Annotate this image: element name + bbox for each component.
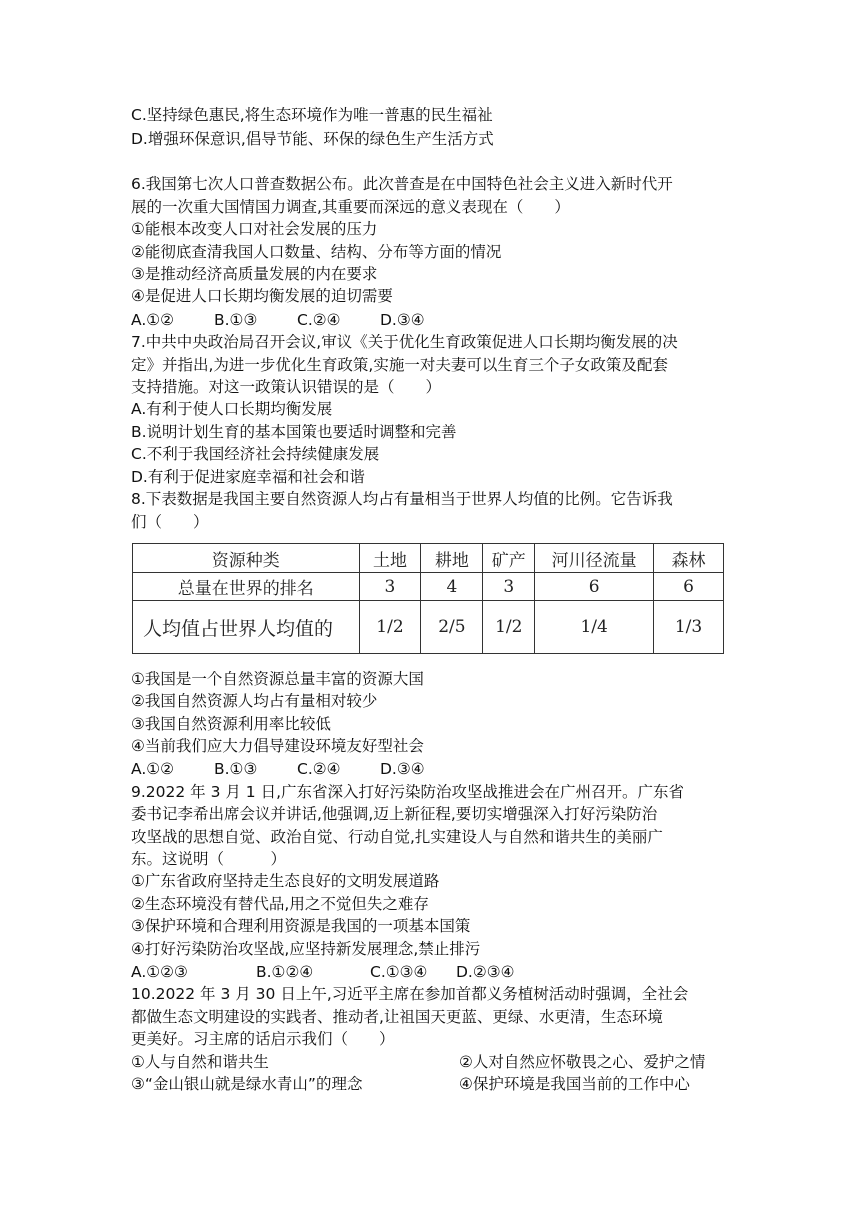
q7-stem-line-2: 定》并指出,为进一步优化生育政策,实施一对夫妻可以生育三个子女政策及配套 [131, 356, 668, 374]
table-cell: 1/2 [483, 601, 535, 654]
table-cell: 3 [483, 573, 535, 601]
q8-stem-line-1: 8.下表数据是我国主要自然资源人均占有量相当于世界人均值的比例。它告诉我 [131, 490, 673, 508]
q6-option-a[interactable]: A.①② [131, 311, 175, 329]
table-cell: 总量在世界的排名 [133, 573, 360, 601]
q7-option-d[interactable]: D.有利于促进家庭幸福和社会和谐 [131, 468, 365, 486]
resource-table [132, 543, 724, 654]
table-header-cell: 土地 [359, 544, 421, 573]
q6-stem-line-2: 展的一次重大国情国力调查,其重要而深远的意义表现在（ ） [131, 198, 570, 216]
q6-stem-line-1: 6.我国第七次人口普查数据公布。此次普查是在中国特色社会主义进入新时代开 [131, 175, 673, 193]
q7-option-a[interactable]: A.有利于使人口长期均衡发展 [131, 400, 333, 418]
q9-option-c[interactable]: C.①③④ [370, 963, 428, 981]
q8-statement-1: ①我国是一个自然资源总量丰富的资源大国 [131, 670, 424, 688]
table-header-cell: 矿产 [483, 544, 535, 573]
q10-stem-line-1: 10.2022 年 3 月 30 日上午,习近平主席在参加首都义务植树活动时强调，全社会 [131, 985, 689, 1003]
q8-statement-3: ③我国自然资源利用率比较低 [131, 715, 331, 733]
q9-statement-1: ①广东省政府坚持走生态良好的文明发展道路 [131, 872, 440, 890]
q9-option-a[interactable]: A.①②③ [131, 963, 188, 981]
q6-options [131, 309, 425, 331]
q6-option-c[interactable]: C.②④ [297, 311, 341, 329]
q9-options [131, 961, 515, 983]
q10-stem-line-3: 更美好。习主席的话启示我们（ ） [131, 1030, 395, 1048]
q10-statement-1: ①人与自然和谐共生 [131, 1053, 269, 1071]
q9-option-b[interactable]: B.①②④ [256, 963, 314, 981]
table-cell: 人均值占世界人均值的 [133, 601, 360, 654]
q8-option-c[interactable]: C.②④ [297, 760, 341, 778]
q7-stem-line-3: 支持措施。对这一政策认识错误的是（ ） [131, 378, 442, 396]
q7-stem-line-1: 7.中共中央政治局召开会议,审议《关于优化生育政策促进人口长期均衡发展的决 [131, 333, 678, 351]
q9-option-d[interactable]: D.②③④ [456, 963, 515, 981]
q8-stem-line-2: 们（ ） [131, 513, 209, 531]
q5-option-c: C.坚持绿色惠民,将生态环境作为唯一普惠的民生福祉 [131, 106, 493, 124]
q6-option-d[interactable]: D.③④ [380, 311, 425, 329]
q8-option-d[interactable]: D.③④ [380, 760, 425, 778]
q8-options [131, 758, 425, 780]
table-cell: 6 [654, 573, 724, 601]
table-header-cell: 森林 [654, 544, 724, 573]
table-cell: 2/5 [421, 601, 483, 654]
q8-statement-4: ④当前我们应大力倡导建设环境友好型社会 [131, 737, 424, 755]
table-row-rank [133, 573, 724, 601]
q8-statement-2: ②我国自然资源人均占有量相对较少 [131, 692, 378, 710]
table-cell: 4 [421, 573, 483, 601]
q9-stem-line-1: 9.2022 年 3 月 1 日,广东省深入打好污染防治攻坚战推进会在广州召开。广东省 [131, 783, 685, 801]
table-row-ratio [133, 601, 724, 654]
q10-stem-line-2: 都做生态文明建设的实践者、推动者,让祖国天更蓝、更绿、水更清，生态环境 [131, 1008, 663, 1026]
table-cell: 3 [359, 573, 421, 601]
q9-stem-line-3: 攻坚战的思想自觉、政治自觉、行动自觉,扎实建设人与自然和谐共生的美丽广 [131, 828, 663, 846]
q6-statement-4: ④是促进人口长期均衡发展的迫切需要 [131, 287, 393, 305]
q9-stem-line-2: 委书记李希出席会议并讲话,他强调,迈上新征程,要切实增强深入打好污染防治 [131, 805, 658, 823]
q7-option-c[interactable]: C.不利于我国经济社会持续健康发展 [131, 445, 380, 463]
q6-statement-1: ①能根本改变人口对社会发展的压力 [131, 220, 378, 238]
table-cell: 1/4 [535, 601, 654, 654]
table-header-cell: 河川径流量 [535, 544, 654, 573]
q5-option-d: D.增强环保意识,倡导节能、环保的绿色生产生活方式 [131, 130, 494, 148]
q9-statement-4: ④打好污染防治攻坚战,应坚持新发展理念,禁止排污 [131, 940, 481, 958]
q10-statement-4: ④保护环境是我国当前的工作中心 [459, 1075, 690, 1093]
table-cell: 6 [535, 573, 654, 601]
q9-stem-line-4: 东。这说明（ ） [131, 850, 287, 868]
table-cell: 1/3 [654, 601, 724, 654]
q6-statement-2: ②能彻底查清我国人口数量、结构、分布等方面的情况 [131, 243, 502, 261]
q10-statement-2: ②人对自然应怀敬畏之心、爱护之情 [459, 1053, 706, 1071]
table-header-cell: 资源种类 [133, 544, 360, 573]
q8-option-a[interactable]: A.①② [131, 760, 175, 778]
table-header-cell: 耕地 [421, 544, 483, 573]
q10-statement-3: ③“金山银山就是绿水青山”的理念 [131, 1075, 363, 1093]
table-header-row [133, 544, 724, 573]
q6-option-b[interactable]: B.①③ [214, 311, 258, 329]
q6-statement-3: ③是推动经济高质量发展的内在要求 [131, 265, 378, 283]
q8-option-b[interactable]: B.①③ [214, 760, 258, 778]
q9-statement-2: ②生态环境没有替代品,用之不觉但失之难存 [131, 895, 429, 913]
q7-option-b[interactable]: B.说明计划生育的基本国策也要适时调整和完善 [131, 423, 457, 441]
q9-statement-3: ③保护环境和合理利用资源是我国的一项基本国策 [131, 917, 471, 935]
table-cell: 1/2 [359, 601, 421, 654]
